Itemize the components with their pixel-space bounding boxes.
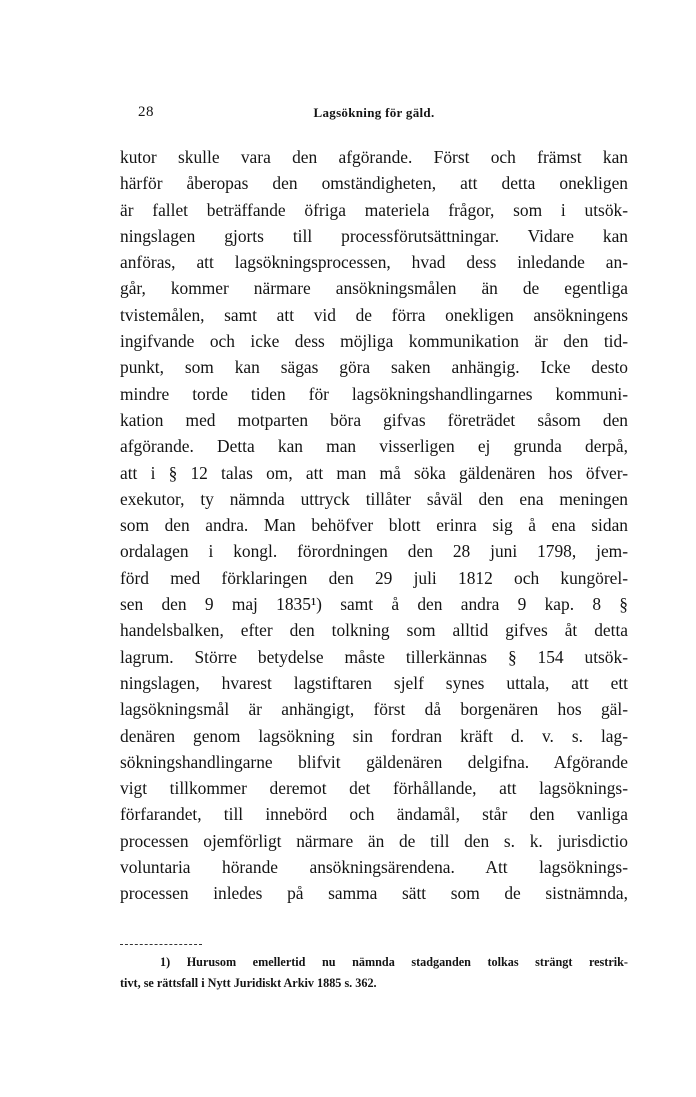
footnote-line: tivt, se rättsfall i Nytt Juridiskt Arkiv 1885 s. 362. (120, 976, 377, 990)
text-line: härför åberopas den omständigheten, att detta onekligen (120, 173, 628, 194)
footnote-divider (120, 944, 202, 945)
text-line: är fallet beträffande öfriga materiela frågor, som i utsök- (120, 199, 628, 220)
text-line: ordalagen i kongl. förordningen den 28 juni 1798, jem- (120, 541, 628, 562)
text-line: att i § 12 talas om, att man må söka gäldenären hos öfver- (120, 462, 628, 483)
text-line: lagsökningsmål är anhängigt, först då borgenären hos gäl- (120, 699, 628, 720)
page-number: 28 (138, 104, 154, 120)
text-line: voluntaria hörande ansökningsärendena. Att lagsöknings- (120, 857, 628, 878)
text-line: går, kommer närmare ansökningsmålen än de egentliga (120, 278, 628, 299)
text-line: sökningshandlingarne blifvit gäldenären delgifna. Afgörande (120, 751, 628, 772)
text-line: ingifvande och icke dess möjliga kommunikation är den tid- (120, 331, 628, 352)
text-line: processen inledes på samma sätt som de sistnämnda, (120, 883, 628, 904)
text-line: lagrum. Större betydelse måste tillerkännas § 154 utsök- (120, 646, 628, 667)
text-line: punkt, som kan sägas göra saken anhängig. Icke desto (120, 357, 628, 378)
text-line: ningslagen, hvarest lagstiftaren sjelf synes uttala, att ett (120, 672, 628, 693)
text-line: kutor skulle vara den afgörande. Först och främst kan (120, 147, 628, 167)
text-line: förd med förklaringen den 29 juli 1812 och kungörel- (120, 567, 628, 588)
text-line: exekutor, ty nämnda uttryck tillåter såväl den ena meningen (120, 488, 628, 509)
text-line: handelsbalken, efter den tolkning som alltid gifves åt detta (120, 620, 628, 641)
text-line: processen ojemförligt närmare än de till den s. k. jurisdictio (120, 830, 628, 851)
text-line: mindre torde tiden för lagsökningshandlingarnes kommuni- (120, 383, 628, 404)
text-line: denären genom lagsökning sin fordran kräft d. v. s. lag- (120, 725, 628, 746)
body-text (120, 144, 628, 907)
text-line: som den andra. Man behöfver blott erinra sig å ena sidan (120, 515, 628, 536)
footnote (120, 952, 628, 994)
text-line: afgörande. Detta kan man visserligen ej grunda derpå, (120, 436, 628, 457)
footnote-line: 1) Hurusom emellertid nu nämnda stadganden tolkas strängt restrik- (160, 955, 628, 969)
text-line: förfarandet, till innebörd och ändamål, står den vanliga (120, 804, 628, 825)
text-line: anföras, att lagsökningsprocessen, hvad dess inledande an- (120, 252, 628, 273)
running-title: Lagsökning för gäld. (313, 105, 435, 120)
page-header (120, 104, 628, 126)
text-line: kation med motparten böra gifvas företrädet såsom den (120, 409, 628, 430)
text-line: vigt tillkommer deremot det förhållande, att lagsöknings- (120, 778, 628, 799)
text-line: ningslagen gjorts till processförutsättningar. Vidare kan (120, 225, 628, 246)
text-line: tvistemålen, samt att vid de förra onekligen ansökningens (120, 304, 628, 325)
text-line: sen den 9 maj 1835¹) samt å den andra 9 kap. 8 § (120, 594, 628, 615)
